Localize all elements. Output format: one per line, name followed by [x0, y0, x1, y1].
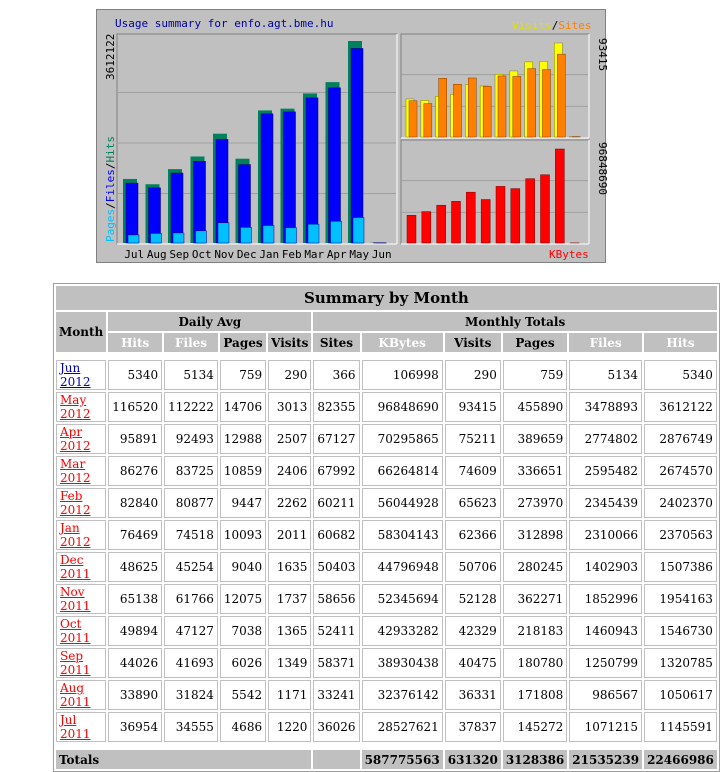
- month-cell: [56, 520, 106, 550]
- x-tick-label: Dec: [237, 248, 257, 261]
- col-daily-pages: Pages: [220, 333, 266, 352]
- cell-d-pages: 10859: [220, 456, 266, 486]
- x-tick-label: Feb: [282, 248, 302, 261]
- cell-hits: 1145591: [644, 712, 717, 742]
- month-cell: [56, 488, 106, 518]
- kbytes-bar: [437, 205, 446, 243]
- cell-visits: 93415: [445, 392, 501, 422]
- cell-d-files: 47127: [164, 616, 218, 646]
- totals-pages: 3128386: [503, 750, 567, 769]
- kbytes-bar: [511, 189, 520, 243]
- legend-separator: /: [552, 19, 559, 32]
- pages-bar: [128, 235, 139, 243]
- cell-hits: 3612122: [644, 392, 717, 422]
- cell-d-pages: 10093: [220, 520, 266, 550]
- cell-pages: 218183: [503, 616, 567, 646]
- cell-sites: 60211: [313, 488, 359, 518]
- cell-hits: 2876749: [644, 424, 717, 454]
- cell-hits: 5340: [644, 360, 717, 390]
- cell-pages: 171808: [503, 680, 567, 710]
- sites-bar: [439, 78, 447, 137]
- x-tick-label: Oct: [192, 248, 212, 261]
- month-cell: [56, 456, 106, 486]
- cell-sites: 60682: [313, 520, 359, 550]
- table-row: [56, 456, 717, 486]
- pages-bar: [151, 233, 162, 243]
- month-link[interactable]: May 2012: [60, 393, 91, 421]
- cell-d-pages: 9040: [220, 552, 266, 582]
- cell-pages: 759: [503, 360, 567, 390]
- table-row: [56, 648, 717, 678]
- table-title: Summary by Month: [56, 286, 717, 310]
- month-link[interactable]: Apr 2012: [60, 425, 91, 453]
- cell-d-hits: 65138: [108, 584, 162, 614]
- cell-d-files: 92493: [164, 424, 218, 454]
- cell-pages: 336651: [503, 456, 567, 486]
- month-cell: [56, 360, 106, 390]
- totals-row: [56, 750, 717, 769]
- pages-bar: [286, 228, 297, 243]
- cell-files: 2345439: [569, 488, 642, 518]
- cell-files: 1402903: [569, 552, 642, 582]
- x-tick-label: Apr: [327, 248, 347, 261]
- col-daily-hits: Hits: [108, 333, 162, 352]
- cell-files: 2310066: [569, 520, 642, 550]
- pages-bar: [331, 221, 342, 243]
- kbytes-bar: [452, 201, 461, 243]
- kbytes-label: KBytes: [549, 248, 589, 261]
- cell-visits: 36331: [445, 680, 501, 710]
- col-daily-visits: Visits: [268, 333, 311, 352]
- cell-d-hits: 36954: [108, 712, 162, 742]
- totals-files: 21535239: [569, 750, 642, 769]
- month-cell: [56, 616, 106, 646]
- sites-bar: [513, 76, 521, 137]
- cell-pages: 180780: [503, 648, 567, 678]
- month-link[interactable]: Feb 2012: [60, 489, 91, 517]
- cell-hits: 2370563: [644, 520, 717, 550]
- cell-kbytes: 56044928: [362, 488, 443, 518]
- table-row: [56, 680, 717, 710]
- table-row: [56, 424, 717, 454]
- daily-avg-header: Daily Avg: [108, 312, 311, 331]
- cell-files: 986567: [569, 680, 642, 710]
- cell-d-hits: 86276: [108, 456, 162, 486]
- cell-d-pages: 12988: [220, 424, 266, 454]
- pages-bar: [263, 226, 274, 243]
- legend-visits: Visits: [512, 19, 552, 32]
- kbytes-bar: [481, 200, 490, 243]
- cell-d-pages: 7038: [220, 616, 266, 646]
- col-total-files: Files: [569, 333, 642, 352]
- sites-bar: [543, 69, 551, 137]
- cell-d-hits: 48625: [108, 552, 162, 582]
- cell-pages: 362271: [503, 584, 567, 614]
- cell-pages: 145272: [503, 712, 567, 742]
- col-daily-files: Files: [164, 333, 218, 352]
- cell-d-files: 80877: [164, 488, 218, 518]
- table-row: [56, 616, 717, 646]
- cell-d-hits: 116520: [108, 392, 162, 422]
- x-tick-label: May: [349, 248, 369, 261]
- cell-sites: 67992: [313, 456, 359, 486]
- cell-kbytes: 38930438: [362, 648, 443, 678]
- month-cell: [56, 424, 106, 454]
- cell-sites: 33241: [313, 680, 359, 710]
- cell-d-files: 74518: [164, 520, 218, 550]
- kbytes-bar: [466, 192, 475, 243]
- col-total-hits: Hits: [644, 333, 717, 352]
- cell-sites: 67127: [313, 424, 359, 454]
- cell-d-hits: 44026: [108, 648, 162, 678]
- table-row: [56, 712, 717, 742]
- month-link[interactable]: Jan 2012: [60, 521, 91, 549]
- usage-chart: [96, 9, 606, 263]
- cell-hits: 2402370: [644, 488, 717, 518]
- col-total-kbytes: KBytes: [362, 333, 443, 352]
- cell-sites: 36026: [313, 712, 359, 742]
- svg-text:Visits/Sites: [512, 19, 592, 32]
- kbytes-bar: [422, 212, 431, 243]
- cell-sites: 82355: [313, 392, 359, 422]
- month-cell: [56, 552, 106, 582]
- x-tick-label: Jul: [124, 248, 144, 261]
- summary-table: [53, 283, 720, 772]
- cell-hits: 1954163: [644, 584, 717, 614]
- files-bar: [284, 112, 296, 243]
- bottom-right-ymax-label: 96848690: [596, 142, 609, 195]
- legend-sites: Sites: [558, 19, 591, 32]
- pages-bar: [353, 218, 364, 243]
- sites-bar: [483, 86, 491, 137]
- cell-visits: 74609: [445, 456, 501, 486]
- kbytes-bar: [496, 186, 505, 243]
- cell-files: 3478893: [569, 392, 642, 422]
- cell-files: 2774802: [569, 424, 642, 454]
- cell-d-visits: 2262: [268, 488, 311, 518]
- cell-d-files: 112222: [164, 392, 218, 422]
- sites-bar: [454, 84, 462, 137]
- cell-kbytes: 42933282: [362, 616, 443, 646]
- cell-visits: 75211: [445, 424, 501, 454]
- cell-visits: 62366: [445, 520, 501, 550]
- cell-kbytes: 52345694: [362, 584, 443, 614]
- files-bar: [306, 98, 318, 243]
- cell-d-visits: 290: [268, 360, 311, 390]
- cell-d-files: 45254: [164, 552, 218, 582]
- month-cell: [56, 712, 106, 742]
- ylabel-pages: Pages: [104, 209, 117, 242]
- cell-pages: 280245: [503, 552, 567, 582]
- files-bar: [171, 173, 183, 243]
- totals-hits: 22466986: [644, 750, 717, 769]
- cell-d-pages: 12075: [220, 584, 266, 614]
- top-right-ymax-label: 93415: [596, 38, 609, 71]
- totals-kbytes: 587775563: [362, 750, 443, 769]
- cell-sites: 58656: [313, 584, 359, 614]
- month-link[interactable]: Nov 2011: [60, 585, 91, 613]
- pages-bar: [173, 233, 184, 243]
- cell-d-visits: 2507: [268, 424, 311, 454]
- cell-d-hits: 76469: [108, 520, 162, 550]
- files-bar: [351, 48, 363, 243]
- month-cell: [56, 584, 106, 614]
- cell-d-files: 31824: [164, 680, 218, 710]
- month-header: Month: [56, 312, 106, 352]
- table-row: [56, 488, 717, 518]
- cell-d-visits: 1635: [268, 552, 311, 582]
- ylabel-files: Files: [104, 169, 117, 202]
- cell-d-pages: 9447: [220, 488, 266, 518]
- cell-files: 1071215: [569, 712, 642, 742]
- usage-chart-svg: [97, 10, 607, 264]
- cell-files: 5134: [569, 360, 642, 390]
- cell-files: 2595482: [569, 456, 642, 486]
- cell-hits: 1050617: [644, 680, 717, 710]
- cell-pages: 455890: [503, 392, 567, 422]
- cell-kbytes: 66264814: [362, 456, 443, 486]
- cell-d-pages: 4686: [220, 712, 266, 742]
- sites-bar: [528, 69, 536, 137]
- cell-d-visits: 1171: [268, 680, 311, 710]
- cell-hits: 1546730: [644, 616, 717, 646]
- left-ymax-label: 3612122: [104, 34, 117, 80]
- cell-sites: 366: [313, 360, 359, 390]
- cell-d-hits: 5340: [108, 360, 162, 390]
- x-tick-label: Mar: [304, 248, 324, 261]
- cell-d-hits: 33890: [108, 680, 162, 710]
- sites-bar: [498, 76, 506, 137]
- totals-visits: 631320: [445, 750, 501, 769]
- cell-sites: 58371: [313, 648, 359, 678]
- pages-bar: [308, 224, 319, 243]
- cell-d-visits: 1737: [268, 584, 311, 614]
- cell-files: 1250799: [569, 648, 642, 678]
- cell-kbytes: 58304143: [362, 520, 443, 550]
- files-bar: [261, 114, 273, 243]
- cell-d-visits: 1220: [268, 712, 311, 742]
- cell-d-visits: 2011: [268, 520, 311, 550]
- cell-sites: 50403: [313, 552, 359, 582]
- cell-d-files: 34555: [164, 712, 218, 742]
- cell-hits: 1320785: [644, 648, 717, 678]
- x-tick-label: Aug: [147, 248, 167, 261]
- pages-bar: [196, 231, 207, 243]
- cell-d-pages: 14706: [220, 392, 266, 422]
- left-ylabel: Pages/Files/Hits: [104, 136, 117, 242]
- files-bar: [126, 183, 138, 243]
- month-link[interactable]: Jul 2011: [60, 713, 91, 741]
- table-row: [56, 584, 717, 614]
- col-total-pages: Pages: [503, 333, 567, 352]
- cell-d-pages: 759: [220, 360, 266, 390]
- table-row: [56, 520, 717, 550]
- cell-pages: 273970: [503, 488, 567, 518]
- cell-d-visits: 1349: [268, 648, 311, 678]
- col-total-visits: Visits: [445, 333, 501, 352]
- month-link[interactable]: Jun 2012: [60, 361, 91, 389]
- cell-d-pages: 6026: [220, 648, 266, 678]
- totals-label: Totals: [56, 750, 311, 769]
- cell-d-pages: 5542: [220, 680, 266, 710]
- cell-kbytes: 106998: [362, 360, 443, 390]
- cell-files: 1460943: [569, 616, 642, 646]
- cell-d-hits: 82840: [108, 488, 162, 518]
- table-row: [56, 360, 717, 390]
- x-tick-label: Sep: [169, 248, 189, 261]
- cell-files: 1852996: [569, 584, 642, 614]
- x-tick-label: Jan: [259, 248, 279, 261]
- cell-d-files: 83725: [164, 456, 218, 486]
- cell-d-hits: 95891: [108, 424, 162, 454]
- kbytes-bar: [555, 149, 564, 243]
- month-cell: [56, 648, 106, 678]
- month-link[interactable]: Dec 2011: [60, 553, 91, 581]
- ylabel-hits: Hits: [104, 136, 117, 163]
- cell-hits: 2674570: [644, 456, 717, 486]
- cell-visits: 52128: [445, 584, 501, 614]
- x-tick-label: Jun: [372, 248, 392, 261]
- col-total-sites: Sites: [313, 333, 359, 352]
- month-cell: [56, 680, 106, 710]
- cell-visits: 65623: [445, 488, 501, 518]
- cell-d-visits: 3013: [268, 392, 311, 422]
- monthly-totals-header: Monthly Totals: [313, 312, 717, 331]
- cell-hits: 1507386: [644, 552, 717, 582]
- cell-d-files: 61766: [164, 584, 218, 614]
- month-link[interactable]: Mar 2012: [60, 457, 91, 485]
- table-row: [56, 552, 717, 582]
- sites-bar: [557, 54, 565, 137]
- cell-kbytes: 96848690: [362, 392, 443, 422]
- kbytes-bar: [526, 179, 535, 243]
- cell-pages: 389659: [503, 424, 567, 454]
- kbytes-bar: [407, 215, 416, 243]
- month-link[interactable]: Oct 2011: [60, 617, 91, 645]
- month-link[interactable]: Sep 2011: [60, 649, 91, 677]
- sites-bar: [468, 78, 476, 137]
- cell-kbytes: 32376142: [362, 680, 443, 710]
- cell-d-hits: 49894: [108, 616, 162, 646]
- cell-visits: 40475: [445, 648, 501, 678]
- cell-visits: 50706: [445, 552, 501, 582]
- sites-bar: [409, 101, 417, 137]
- table-body: [56, 360, 717, 742]
- pages-bar: [218, 223, 229, 243]
- files-bar: [329, 88, 341, 243]
- cell-kbytes: 70295865: [362, 424, 443, 454]
- kbytes-bar: [541, 175, 550, 243]
- cell-d-visits: 1365: [268, 616, 311, 646]
- cell-visits: 42329: [445, 616, 501, 646]
- cell-pages: 312898: [503, 520, 567, 550]
- cell-visits: 37837: [445, 712, 501, 742]
- table-row: [56, 392, 717, 422]
- cell-sites: 52411: [313, 616, 359, 646]
- pages-bar: [241, 227, 252, 243]
- sites-bar: [424, 104, 432, 137]
- month-link[interactable]: Aug 2011: [60, 681, 91, 709]
- cell-d-files: 41693: [164, 648, 218, 678]
- cell-visits: 290: [445, 360, 501, 390]
- x-tick-label: Nov: [214, 248, 234, 261]
- cell-d-files: 5134: [164, 360, 218, 390]
- cell-kbytes: 28527621: [362, 712, 443, 742]
- cell-d-visits: 2406: [268, 456, 311, 486]
- cell-kbytes: 44796948: [362, 552, 443, 582]
- month-cell: [56, 392, 106, 422]
- chart-title: Usage summary for enfo.agt.bme.hu: [115, 17, 334, 30]
